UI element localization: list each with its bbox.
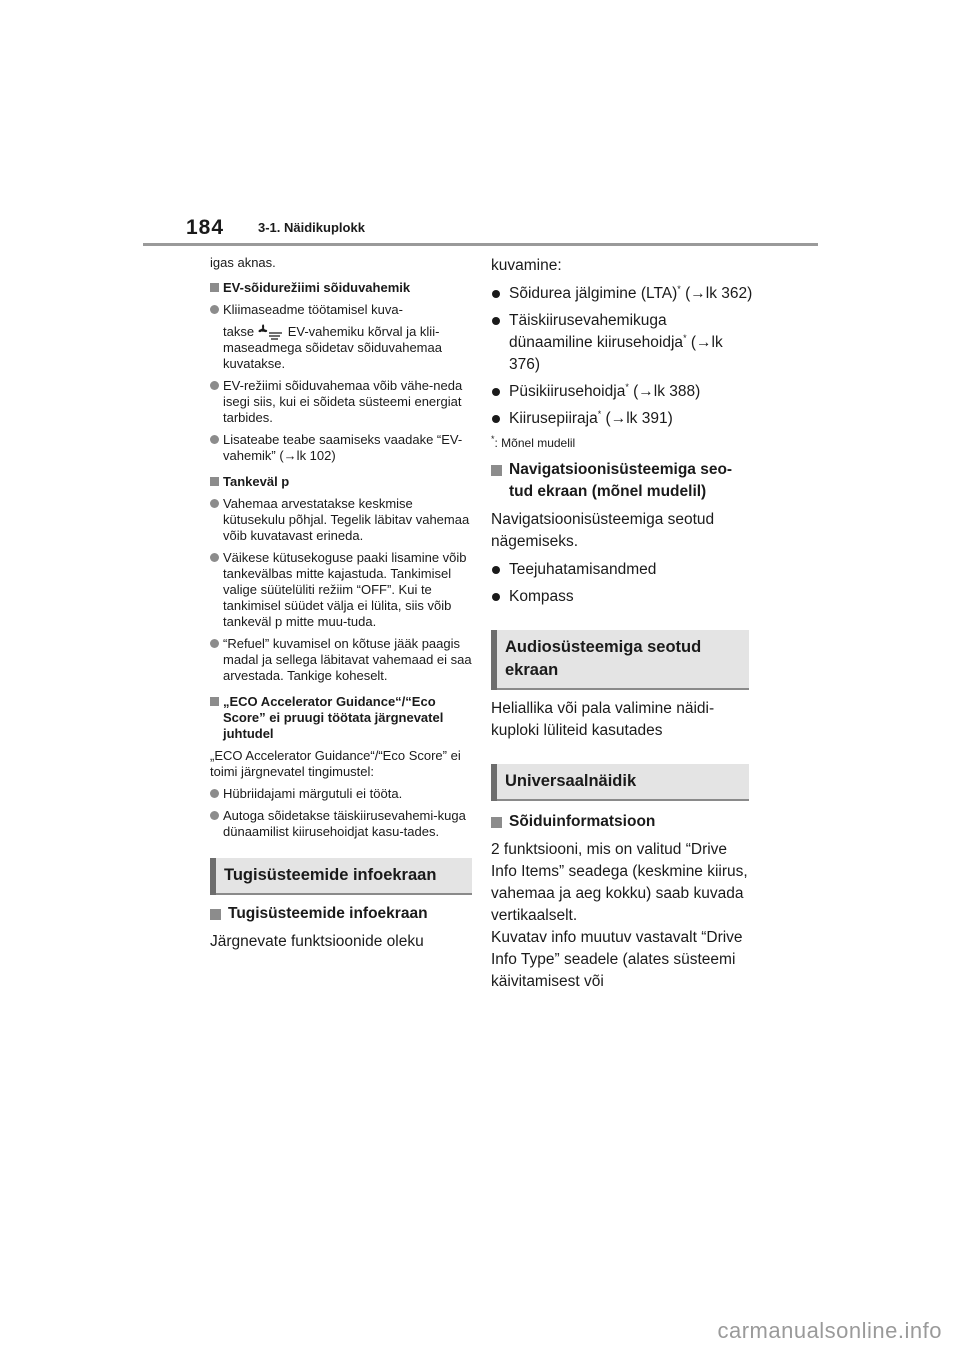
support-systems-text: Järgnevate funktsioonide oleku bbox=[210, 933, 424, 950]
tank-bullet-1: Vahemaa arvestatakse keskmise kütusekulu põhjal. Tegelik läbitav vahemaa võib kuvatavast erineda. bbox=[210, 496, 472, 544]
audio-heading-box: Audiosüsteemiga seotud ekraan bbox=[491, 630, 749, 690]
square-bullet-icon bbox=[210, 477, 219, 486]
tank-bullet-3: “Refuel” kuvamisel on kõtuse jääk paagis madal ja sellega läbitavat vahemaad ei saa arvestada. Tankige koheselt. bbox=[210, 636, 472, 684]
nav-bullet-2: Kompass bbox=[491, 586, 753, 608]
eco-bullet-1: Hübriidajami märgutuli ei tööta. bbox=[210, 786, 472, 802]
bullet-dot-icon bbox=[492, 317, 500, 325]
watermark: carmanualsonline.info bbox=[717, 1318, 942, 1343]
cruise-item: Püsikiirusehoidja* (→lk 388) bbox=[491, 381, 753, 403]
bullet-dot-icon bbox=[210, 553, 219, 562]
square-bullet-icon bbox=[210, 283, 219, 292]
drive-info-text-2: Kuvatav info muutuv vastavalt “Drive Info Type” seadele (alates süsteemi käivitamisest või bbox=[491, 929, 743, 990]
ev-range-bullet-2: EV-režiimi sõiduvahemaa võib vähe-neda isegi siis, kui ei sõideta süsteemi energiat tarbides. bbox=[210, 378, 472, 426]
support-systems-subheading: Tugisüsteemide infoekraan bbox=[210, 903, 472, 925]
acc-item: Täiskiirusevahemikuga dünaamiline kiirusehoidja* (→lk 376) bbox=[491, 310, 753, 376]
bullet-dot-icon bbox=[210, 499, 219, 508]
tank-heading: Tankeväl p bbox=[210, 474, 472, 490]
square-bullet-icon bbox=[491, 465, 502, 476]
intro-text: igas aknas. bbox=[210, 255, 276, 270]
square-bullet-icon bbox=[210, 697, 219, 706]
nav-heading: Navigatsioonisüsteemiga seo-tud ekraan (mõnel mudelil) bbox=[491, 459, 753, 503]
eco-text: „ECO Accelerator Guidance“/“Eco Score” ei toimi järgnevatel tingimustel: bbox=[210, 748, 461, 779]
left-column bbox=[210, 255, 472, 953]
page-number: 184 bbox=[186, 216, 225, 239]
climate-fan-icon bbox=[254, 322, 284, 340]
ev-range-bullet-1: Kliimaseadme töötamisel kuva- takse EV-vahemiku kõrval ja klii-maseadmega sõidetav sõiduvahemaa kuvatakse. bbox=[210, 302, 472, 372]
support-systems-heading-box: Tugisüsteemide infoekraan bbox=[210, 858, 472, 895]
section-title: 3-1. Näidikuplokk bbox=[258, 220, 365, 235]
square-bullet-icon bbox=[210, 909, 221, 920]
bullet-dot-icon bbox=[492, 566, 500, 574]
square-bullet-icon bbox=[491, 817, 502, 828]
bullet-dot-icon bbox=[210, 789, 219, 798]
bullet-dot-icon bbox=[492, 593, 500, 601]
universal-heading-box: Universaalnäidik bbox=[491, 764, 749, 801]
continuation-text: kuvamine: bbox=[491, 257, 562, 274]
lta-item: Sõidurea jälgimine (LTA)* (→lk 362) bbox=[491, 283, 753, 305]
drive-info-heading: Sõiduinformatsioon bbox=[491, 811, 753, 833]
footnote: *: Mõnel mudelil bbox=[491, 434, 576, 450]
bullet-dot-icon bbox=[210, 381, 219, 390]
ev-range-bullet-3: Lisateabe teabe saamiseks vaadake “EV-vahemik” (→lk 102) bbox=[210, 432, 472, 464]
header-rule bbox=[143, 243, 818, 246]
audio-text: Heliallika või pala valimine näidi-kuploki lüliteid kasutades bbox=[491, 700, 715, 739]
bullet-dot-icon bbox=[210, 435, 219, 444]
tank-bullet-2: Väikese kütusekoguse paaki lisamine võib tankevälbas mitte kajastuda. Tankimisel valige süütelüliti režiim “OFF”. Kui te tankimisel süüdet välja ei lülita, siis võib tankeväl p mitte muu-tuda. bbox=[210, 550, 472, 630]
bullet-dot-icon bbox=[492, 290, 500, 298]
right-column bbox=[491, 255, 753, 993]
drive-info-text-1: 2 funktsiooni, mis on valitud “Drive Info Items” seadega (keskmine kiirus, vahemaa ja aeg kokku) saab kuvada vertikaalselt. bbox=[491, 841, 748, 924]
bullet-dot-icon bbox=[492, 415, 500, 423]
nav-text: Navigatsioonisüsteemiga seotud nägemiseks. bbox=[491, 511, 715, 550]
bullet-dot-icon bbox=[210, 811, 219, 820]
eco-heading: „ECO Accelerator Guidance“/“Eco Score” ei pruugi töötata järgnevatel juhtudel bbox=[210, 694, 472, 742]
bullet-dot-icon bbox=[492, 388, 500, 396]
bullet-dot-icon bbox=[210, 639, 219, 648]
eco-bullet-2: Autoga sõidetakse täiskiirusevahemi-kuga dünaamilist kiirusehoidjat kasu-tades. bbox=[210, 808, 472, 840]
nav-bullet-1: Teejuhatamisandmed bbox=[491, 559, 753, 581]
bullet-dot-icon bbox=[210, 305, 219, 314]
limiter-item: Kiirusepiiraja* (→lk 391) bbox=[491, 408, 753, 430]
ev-range-heading: EV-sõidurežiimi sõiduvahemik bbox=[210, 280, 472, 296]
